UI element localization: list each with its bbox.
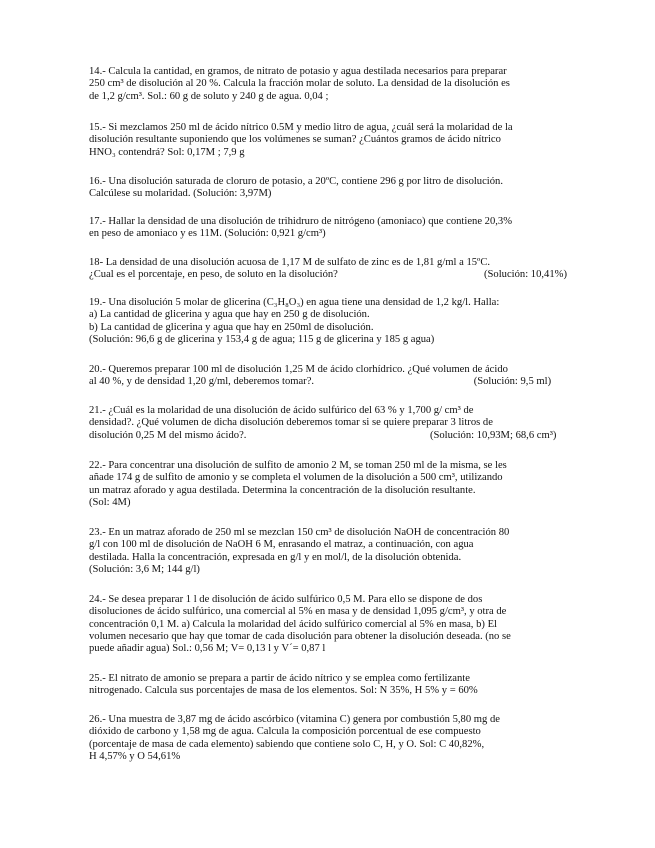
text-line: H 4,57% y O 54,61% (89, 750, 181, 762)
problem-23 (89, 527, 567, 576)
problem-14 (89, 66, 567, 103)
text-line: (Solución: 3,6 M; 144 g/l) (89, 563, 200, 575)
solution-text: (Solución: 10,93M; 68,6 cm³) (429, 429, 567, 441)
text-line: (porcentaje de masa de cada elemento) sabiendo que contiene solo C, H, y O. Sol: C 40,82%, (89, 738, 485, 750)
text-segment: ¿Cual es el porcentaje, en peso, de soluto en la disolución? (89, 269, 338, 281)
text-line: Calcúlese su molaridad. (Solución: 3,97M) (89, 188, 272, 200)
text-line: a) La cantidad de glicerina y agua que hay en 250 g de disolución. (89, 309, 370, 321)
text-line: nitrogenado. Calcula sus porcentajes de masa de los elementos. Sol: N 35%, H 5% y = 60% (89, 685, 478, 697)
text-line: 25.- El nitrato de amonio se prepara a partir de ácido nítrico y se emplea como fertilizante (89, 673, 470, 684)
text-line: (Solución: 96,6 g de glicerina y 153,4 g de agua; 115 g de glicerina y 185 g agua) (89, 333, 435, 345)
problem-20 (89, 364, 567, 389)
text-line (89, 228, 567, 240)
text-line (89, 376, 567, 388)
text-line: destilada. Halla la concentración, expresada en g/l y en mol/l, de la disolución obtenida. (89, 551, 462, 563)
text-line: un matraz aforado y agua destilada. Determina la concentración de la disolución resultante. (89, 484, 476, 496)
text-line (89, 269, 567, 281)
problem-19 (89, 297, 567, 346)
text-line: volumen necesario que hay que tomar de cada disolución para obtener la disolución deseada. (no se (89, 630, 511, 642)
problem-16 (89, 176, 567, 201)
problem-22 (89, 460, 567, 509)
text-line: 21.- ¿Cuál es la molaridad de una disolución de ácido sulfúrico del 63 % y 1,700 g/ cm³ de (89, 405, 474, 416)
solution-text: (Solución: 10,41%) (484, 269, 567, 281)
text-line: añade 174 g de sulfito de amonio y se completa el volumen de la disolución a 500 cm³, utilizando (89, 472, 503, 484)
text-line: 16.- Una disolución saturada de cloruro de potasio, a 20ºC, contiene 296 g por litro de disolución. (89, 176, 503, 187)
text-line: 20.- Queremos preparar 100 ml de disolución 1,25 M de ácido clorhídrico. ¿Qué volumen de ácido (89, 364, 508, 375)
problem-24 (89, 594, 567, 655)
problem-17 (89, 216, 567, 241)
text-line: g/l con 100 ml de disolución de NaOH 6 M, enrasando el matraz, a continuación, con agua (89, 539, 474, 551)
text-line: puede añadir agua) Sol.: 0,56 M; V= 0,13 l y V´= 0,87 l (89, 643, 326, 655)
text-line: 18- La densidad de una disolución acuosa de 1,17 M de sulfato de zinc es de 1,81 g/ml a 15ºC. (89, 257, 491, 268)
text-line: 26.- Una muestra de 3,87 mg de ácido ascórbico (vitamina C) genera por combustión 5,80 mg de (89, 714, 500, 725)
text-line: disolución resultante suponiendo que los volúmenes se suman? ¿Cuántos gramos de ácido nítrico (89, 134, 501, 146)
text-line: 23.- En un matraz aforado de 250 ml se mezclan 150 cm³ de disolución NaOH de concentración 80 (89, 527, 510, 538)
text-line: 15.- Si mezclamos 250 ml de ácido nítrico 0.5M y medio litro de agua, ¿cuál será la molaridad de la (89, 122, 513, 133)
problem-25 (89, 673, 567, 698)
text-line: 17.- Hallar la densidad de una disolución de trihidruro de nitrógeno (amoniaco) que contiene 20,3% (89, 216, 513, 227)
text-line: densidad?. ¿Qué volumen de dicha disolución deberemos tomar si se quiere preparar 3 litros de (89, 417, 493, 429)
text-line: de 1,2 g/cm³. Sol.: 60 g de soluto y 240 g de agua. 0,04 ; (89, 90, 329, 102)
text-line (89, 430, 567, 442)
text-line: 250 cm³ de disolución al 20 %. Calcula la fracción molar de soluto. La densidad de la disolución es (89, 78, 510, 90)
problem-26 (89, 714, 567, 763)
text-line: dióxido de carbono y 1,58 mg de agua. Calcula la composición porcentual de ese compuesto (89, 726, 481, 738)
text-line: disoluciones de ácido sulfúrico, una comercial al 5% en masa y de densidad 1,095 g/cm³, y otra de (89, 606, 507, 618)
problem-18 (89, 257, 567, 282)
text-line: b) La cantidad de glicerina y agua que hay en 250ml de disolución. (89, 321, 374, 333)
text-segment: disolución 0,25 M del mismo ácido?. (89, 429, 247, 441)
text-line: 14.- Calcula la cantidad, en gramos, de nitrato de potasio y agua destilada necesarios para preparar (89, 66, 507, 77)
text-segment: al 40 %, y de densidad 1,20 g/ml, deberemos tomar?. (89, 376, 315, 388)
text-line: concentración 0,1 M. a) Calcula la molaridad del ácido sulfúrico comercial al 5% en masa, b) El (89, 618, 497, 630)
text-line: (Sol: 4M) (89, 496, 131, 508)
problem-21 (89, 405, 567, 442)
solution-text: (Solución: 9,5 ml) (473, 376, 567, 388)
text-line: HNO₃ contendrá? Sol: 0,17M ; 7,9 g (89, 146, 245, 158)
problem-15 (89, 122, 567, 159)
text-line: 22.- Para concentrar una disolución de sulfito de amonio 2 M, se toman 250 ml de la misma, se les (89, 460, 507, 471)
text-segment: en peso de amoniaco y es 11M. (Solución: 0,921 g/cm³) (89, 228, 326, 240)
text-line: 24.- Se desea preparar 1 l de disolución de ácido sulfúrico 0,5 M. Para ello se dispone de dos (89, 594, 483, 605)
text-line: 19.- Una disolución 5 molar de glicerina (C₃H₈O₃) en agua tiene una densidad de 1,2 kg/l. Halla: (89, 297, 500, 308)
